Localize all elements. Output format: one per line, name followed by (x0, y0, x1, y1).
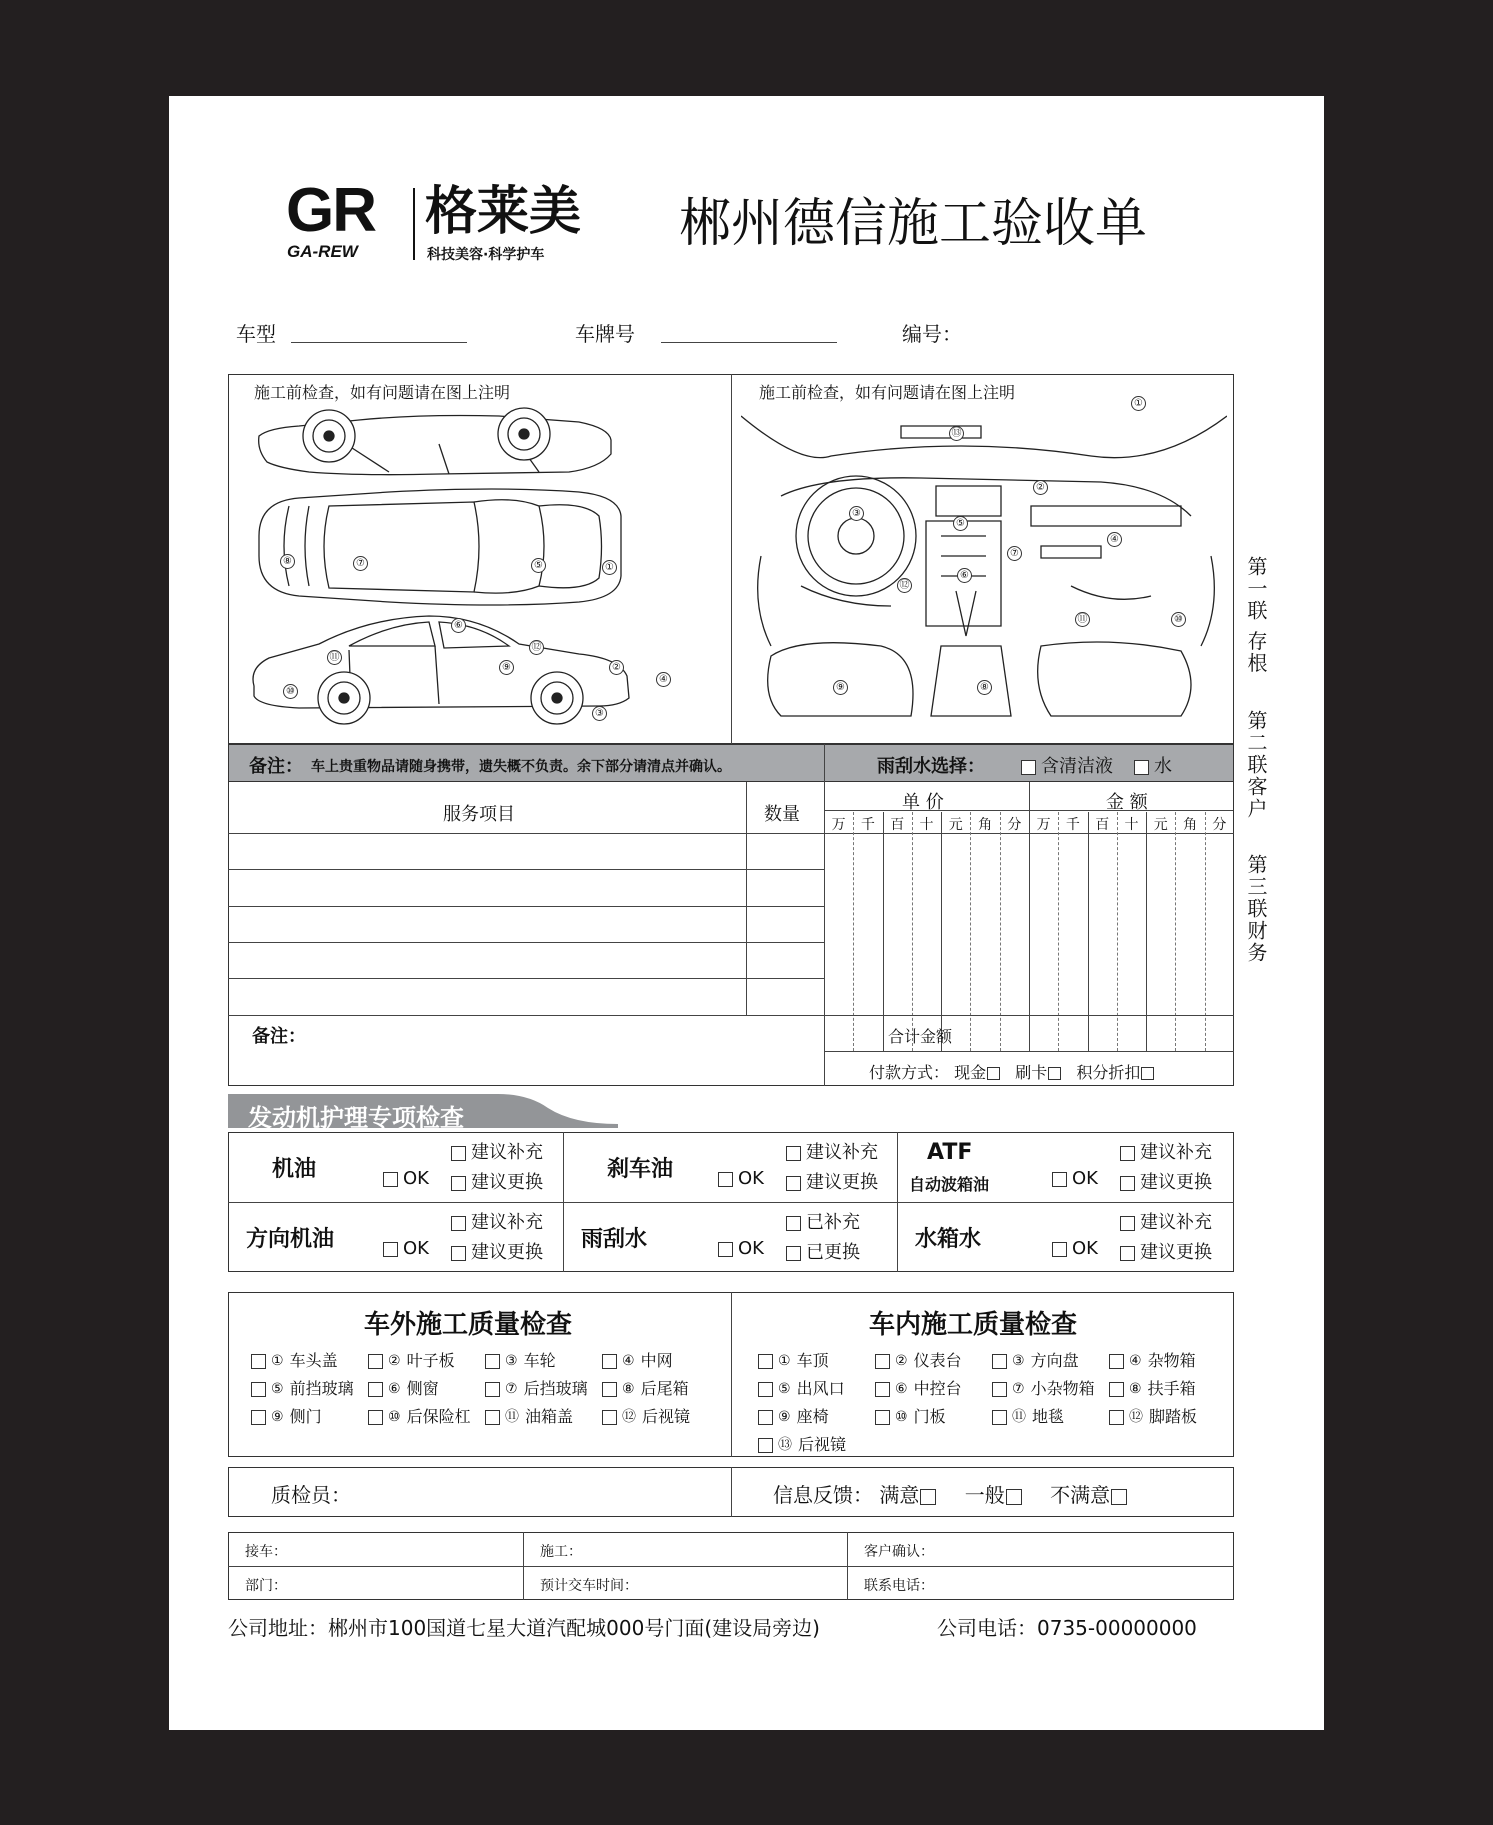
interior-check-label: 出风口 (796, 1379, 845, 1398)
notice-text: 车上贵重物品请随身携带，遗失概不负责。余下部分请清点并确认。 (311, 759, 731, 775)
interior-check-checkbox[interactable] (758, 1410, 773, 1425)
exterior-car-diagram[interactable] (239, 406, 719, 736)
interior-quality-title: 车内施工质量检查 (869, 1310, 1078, 1340)
engine-ok-checkbox[interactable] (383, 1242, 398, 1257)
feedback-normal: 一般 (964, 1483, 1005, 1507)
interior-check-label: 扶手箱 (1147, 1379, 1196, 1398)
ext-marker-3: ③ (592, 706, 607, 721)
item-number: ① (271, 1352, 284, 1369)
notice-label: 备注： (249, 756, 303, 777)
phone-label: 联系电话： (864, 1578, 934, 1594)
ext-marker-8: ⑧ (280, 554, 295, 569)
engine-ok-option[interactable] (1052, 1238, 1098, 1259)
item-number: ⑫ (1129, 1408, 1143, 1425)
engine-suggest-change-checkbox[interactable] (1120, 1176, 1135, 1191)
unit-digit-header: 千 (860, 817, 875, 833)
interior-check-checkbox[interactable] (758, 1382, 773, 1397)
amount-digit-header: 万 (1036, 817, 1051, 833)
unit-price-header: 单 价 (902, 792, 944, 813)
engine-ok-checkbox[interactable] (718, 1242, 733, 1257)
interior-check-checkbox[interactable] (992, 1410, 1007, 1425)
item-number: ⑧ (622, 1380, 635, 1397)
exterior-check-checkbox[interactable] (485, 1354, 500, 1369)
copy-label-1: 第一联 存根 (1244, 556, 1268, 675)
engine-suggest-change-checkbox[interactable] (1120, 1246, 1135, 1261)
engine-item-subname: 自动波箱油 (909, 1175, 990, 1194)
exterior-check-label: 车头盖 (289, 1351, 338, 1370)
wiper-cleaner-checkbox[interactable] (1021, 760, 1036, 775)
feedback-normal-checkbox[interactable] (1006, 1489, 1022, 1505)
interior-check-label: 座椅 (796, 1407, 829, 1426)
interior-check-item[interactable] (875, 1348, 962, 1371)
engine-ok-checkbox[interactable] (718, 1172, 733, 1187)
int-marker-8: ⑧ (977, 680, 992, 695)
logo-mark: GR (286, 176, 375, 245)
feedback-row (773, 1479, 1127, 1508)
interior-check-item[interactable] (992, 1348, 1079, 1371)
total-row-bottom (824, 1051, 1234, 1052)
copy-label-2: 第二联客户 (1244, 710, 1268, 820)
int-marker-11: ⑪ (1075, 612, 1090, 627)
int-marker-12: ⑫ (897, 578, 912, 593)
row-line-2 (228, 906, 824, 907)
engine-suggest-add-label: 建议补充 (806, 1142, 878, 1163)
interior-caption: 施工前检查，如有问题请在图上注明 (759, 383, 1016, 402)
exterior-check-label: 侧窗 (406, 1379, 439, 1398)
exterior-check-item[interactable] (602, 1404, 690, 1427)
engine-suggest-change-label: 建议更换 (1140, 1172, 1212, 1193)
wiper-cleaner-label: 含清洁液 (1041, 756, 1113, 777)
company-address: 公司地址：郴州市100国道七星大道汽配城000号门面(建设局旁边) (228, 1616, 820, 1640)
feedback-label: 信息反馈： (773, 1483, 873, 1507)
payment-cash-checkbox[interactable] (987, 1067, 1000, 1080)
car-model-input[interactable] (291, 342, 467, 343)
unit-digit-header: 十 (919, 817, 934, 833)
payment-label: 付款方式： (869, 1063, 950, 1082)
int-marker-5: ⑤ (953, 516, 968, 531)
interior-check-checkbox[interactable] (875, 1354, 890, 1369)
inspection-divider (731, 374, 732, 744)
item-number: ⑦ (1012, 1380, 1025, 1397)
item-number: ⑥ (895, 1380, 908, 1397)
engine-suggest-change-checkbox[interactable] (451, 1246, 466, 1261)
engine-item-name: 雨刮水 (581, 1227, 648, 1252)
engine-item-name: 机油 (272, 1157, 317, 1182)
payment-card-checkbox[interactable] (1048, 1067, 1061, 1080)
engine-ok-option[interactable] (383, 1238, 429, 1259)
engine-suggest-change-option[interactable] (451, 1238, 543, 1264)
engine-suggest-add-option[interactable] (786, 1208, 860, 1234)
interior-check-checkbox[interactable] (992, 1354, 1007, 1369)
item-number: ⑪ (1012, 1408, 1026, 1425)
engine-ok-option[interactable] (1052, 1168, 1098, 1189)
engine-suggest-add-checkbox[interactable] (451, 1146, 466, 1161)
engine-suggest-change-label: 建议更换 (471, 1172, 543, 1193)
remark-label: 备注： (252, 1026, 306, 1047)
payment-cash: 现金 (954, 1063, 987, 1082)
engine-suggest-add-label: 建议补充 (1140, 1212, 1212, 1233)
footer-table-row (228, 1566, 1234, 1567)
engine-ok-checkbox[interactable] (1052, 1242, 1067, 1257)
feedback-bad: 不满意 (1050, 1483, 1111, 1507)
item-number: ⑩ (388, 1408, 401, 1425)
engine-suggest-change-option[interactable] (1120, 1238, 1212, 1264)
ext-marker-9: ⑨ (499, 660, 514, 675)
engine-suggest-add-label: 建议补充 (1140, 1142, 1212, 1163)
interior-check-label: 中控台 (913, 1379, 962, 1398)
exterior-check-checkbox[interactable] (368, 1382, 383, 1397)
engine-row (228, 1202, 1234, 1203)
ext-marker-7: ⑦ (353, 556, 368, 571)
row-line-4 (228, 978, 824, 979)
row-line-1 (228, 869, 824, 870)
item-number: ⑫ (622, 1408, 636, 1425)
engine-suggest-add-checkbox[interactable] (786, 1216, 801, 1231)
exterior-check-checkbox[interactable] (602, 1382, 617, 1397)
item-number: ⑧ (1129, 1380, 1142, 1397)
exterior-check-checkbox[interactable] (485, 1382, 500, 1397)
wiper-water-label: 水 (1154, 756, 1172, 777)
interior-check-item[interactable] (875, 1404, 946, 1427)
ext-marker-6: ⑥ (451, 618, 466, 633)
engine-suggest-add-option[interactable] (451, 1138, 543, 1164)
int-marker-9: ⑨ (833, 680, 848, 695)
int-marker-13: ⑬ (949, 426, 964, 441)
payment-points: 积分折扣 (1076, 1063, 1141, 1082)
amount-digit-header: 分 (1212, 817, 1227, 833)
exterior-check-label: 前挡玻璃 (289, 1379, 354, 1398)
amount-header: 金 额 (1106, 792, 1148, 813)
exterior-check-item[interactable] (485, 1348, 556, 1371)
exterior-check-item[interactable] (485, 1404, 573, 1427)
wiper-option-cleaner[interactable] (1021, 752, 1113, 778)
engine-suggest-add-checkbox[interactable] (1120, 1146, 1135, 1161)
wiper-label: 雨刮水选择： (877, 756, 985, 777)
inspector-label: 质检员： (271, 1483, 351, 1507)
exterior-check-label: 后保险杠 (406, 1407, 471, 1426)
ext-marker-12: ⑫ (529, 640, 544, 655)
interior-check-item[interactable] (758, 1432, 846, 1455)
row-line-3 (228, 942, 824, 943)
logo-slogan: 科技美容·科学护车 (427, 247, 545, 263)
feedback-good: 满意 (879, 1483, 920, 1507)
item-number: ⑥ (388, 1380, 401, 1397)
engine-suggest-change-option[interactable] (786, 1238, 860, 1264)
logo-brand: 格莱美 (425, 182, 582, 242)
engine-item-name: 方向机油 (246, 1227, 335, 1252)
pickup-label: 接车： (245, 1544, 287, 1560)
engine-suggest-change-checkbox[interactable] (786, 1246, 801, 1261)
engine-suggest-add-checkbox[interactable] (786, 1146, 801, 1161)
engine-suggest-change-checkbox[interactable] (451, 1176, 466, 1191)
exterior-check-item[interactable] (485, 1376, 588, 1399)
engine-suggest-add-checkbox[interactable] (451, 1216, 466, 1231)
payment-card: 刷卡 (1015, 1063, 1048, 1082)
interior-check-checkbox[interactable] (758, 1354, 773, 1369)
item-number: ⑦ (505, 1380, 518, 1397)
exterior-check-item[interactable] (251, 1376, 354, 1399)
item-number: ⑨ (271, 1408, 284, 1425)
exterior-check-checkbox[interactable] (368, 1410, 383, 1425)
engine-suggest-change-option[interactable] (1120, 1168, 1212, 1194)
exterior-check-checkbox[interactable] (368, 1354, 383, 1369)
engine-ok-label: OK (403, 1168, 429, 1189)
exterior-check-item[interactable] (251, 1348, 338, 1371)
interior-check-checkbox[interactable] (992, 1382, 1007, 1397)
engine-suggest-change-option[interactable] (786, 1168, 878, 1194)
payment-points-checkbox[interactable] (1141, 1067, 1154, 1080)
serial-label: 编号： (902, 322, 962, 346)
total-row-top (824, 1015, 1234, 1016)
interior-check-checkbox[interactable] (1109, 1382, 1124, 1397)
engine-ok-checkbox[interactable] (383, 1172, 398, 1187)
interior-check-checkbox[interactable] (875, 1410, 890, 1425)
unit-digit-header: 万 (831, 817, 846, 833)
quality-divider (731, 1292, 732, 1457)
interior-check-checkbox[interactable] (875, 1382, 890, 1397)
row-line-5 (228, 1015, 824, 1016)
engine-suggest-add-option[interactable] (1120, 1138, 1212, 1164)
engine-ok-label: OK (738, 1238, 764, 1259)
item-number: ⑪ (505, 1408, 519, 1425)
unit-price-digits (824, 812, 1029, 832)
amount-digits (1029, 812, 1234, 832)
exterior-check-checkbox[interactable] (251, 1410, 266, 1425)
exterior-check-checkbox[interactable] (485, 1410, 500, 1425)
engine-item-name: ATF (927, 1140, 973, 1165)
exterior-caption: 施工前检查，如有问题请在图上注明 (254, 383, 511, 402)
car-model-label: 车型 (236, 322, 276, 346)
item-number: ② (388, 1352, 401, 1369)
exterior-check-label: 后尾箱 (640, 1379, 689, 1398)
interior-check-label: 地毯 (1032, 1407, 1065, 1426)
interior-check-label: 后视镜 (798, 1435, 847, 1454)
engine-title: 发动机护理专项检查 (248, 1104, 464, 1132)
wiper-water-checkbox[interactable] (1134, 760, 1149, 775)
price-header-split (824, 810, 1233, 811)
exterior-check-label: 叶子板 (406, 1351, 455, 1370)
engine-suggest-add-checkbox[interactable] (1120, 1216, 1135, 1231)
exterior-check-checkbox[interactable] (602, 1410, 617, 1425)
engine-suggest-change-label: 建议更换 (806, 1172, 878, 1193)
exterior-check-label: 油箱盖 (525, 1407, 574, 1426)
exterior-check-checkbox[interactable] (602, 1354, 617, 1369)
interior-check-item[interactable] (1109, 1404, 1197, 1427)
engine-suggest-add-label: 建议补充 (471, 1142, 543, 1163)
service-item-header: 服务项目 (443, 804, 515, 825)
unit-digit-header: 百 (890, 817, 905, 833)
unit-digit-header: 元 (948, 817, 963, 833)
footer-col-1 (523, 1532, 524, 1600)
exterior-check-item[interactable] (602, 1348, 673, 1371)
engine-item-name: 水箱水 (915, 1227, 982, 1252)
eta-label: 预计交车时间： (540, 1578, 638, 1594)
item-number: ⑨ (778, 1408, 791, 1425)
payment-row (869, 1060, 1154, 1083)
interior-check-item[interactable] (758, 1376, 845, 1399)
logo-divider (413, 188, 415, 260)
engine-ok-label: OK (1072, 1238, 1098, 1259)
item-number: ③ (1012, 1352, 1025, 1369)
item-number: ⑤ (271, 1380, 284, 1397)
logo-mark-sub: GA-REW (287, 242, 358, 261)
ext-marker-10: ⑩ (283, 684, 298, 699)
ext-marker-1: ① (602, 560, 617, 575)
engine-ok-option[interactable] (718, 1238, 764, 1259)
int-marker-1: ① (1131, 396, 1146, 411)
exterior-check-label: 车轮 (523, 1351, 556, 1370)
interior-check-checkbox[interactable] (1109, 1354, 1124, 1369)
int-marker-2: ② (1033, 480, 1048, 495)
engine-suggest-change-label: 已更换 (806, 1242, 860, 1263)
item-number: ③ (505, 1352, 518, 1369)
ext-marker-5: ⑤ (531, 558, 546, 573)
engine-suggest-add-option[interactable] (451, 1208, 543, 1234)
engine-ok-label: OK (1072, 1168, 1098, 1189)
amount-digit-header: 百 (1095, 817, 1110, 833)
interior-check-label: 车顶 (796, 1351, 829, 1370)
exterior-check-checkbox[interactable] (251, 1354, 266, 1369)
item-number: ④ (622, 1352, 635, 1369)
exterior-check-label: 侧门 (289, 1407, 322, 1426)
unit-digit-header: 分 (1007, 817, 1022, 833)
col-item-qty-divider (746, 782, 747, 1015)
ext-marker-2: ② (609, 660, 624, 675)
exterior-check-label: 中网 (640, 1351, 673, 1370)
item-number: ⑩ (895, 1408, 908, 1425)
total-label: 合计金额 (888, 1027, 953, 1046)
engine-suggest-add-option[interactable] (786, 1138, 878, 1164)
exterior-check-checkbox[interactable] (251, 1382, 266, 1397)
interior-check-label: 杂物箱 (1147, 1351, 1196, 1370)
engine-ok-label: OK (403, 1238, 429, 1259)
interior-check-item[interactable] (758, 1348, 829, 1371)
work-label: 施工： (540, 1544, 582, 1560)
feedback-good-checkbox[interactable] (920, 1489, 936, 1505)
int-marker-6: ⑥ (957, 568, 972, 583)
notice-divider (824, 744, 825, 782)
int-marker-4: ④ (1107, 532, 1122, 547)
wiper-option-water[interactable] (1134, 752, 1172, 778)
footer-col-2 (847, 1532, 848, 1600)
engine-suggest-change-option[interactable] (451, 1168, 543, 1194)
feedback-bad-checkbox[interactable] (1111, 1489, 1127, 1505)
exterior-check-label: 后挡玻璃 (523, 1379, 588, 1398)
interior-check-checkbox[interactable] (1109, 1410, 1124, 1425)
interior-check-checkbox[interactable] (758, 1438, 773, 1453)
amount-digit-header: 十 (1124, 817, 1139, 833)
interior-check-item[interactable] (758, 1404, 829, 1427)
exterior-check-item[interactable] (368, 1376, 439, 1399)
interior-check-item[interactable] (1109, 1376, 1196, 1399)
form-title: 郴州德信施工验收单 (679, 194, 1148, 254)
form-sheet (169, 96, 1324, 1730)
int-marker-10: ⑩ (1171, 612, 1186, 627)
amount-digit-header: 元 (1153, 817, 1168, 833)
interior-check-item[interactable] (875, 1376, 962, 1399)
interior-check-label: 小杂物箱 (1030, 1379, 1095, 1398)
ext-marker-4: ④ (656, 672, 671, 687)
engine-suggest-add-label: 已补充 (806, 1212, 860, 1233)
engine-suggest-add-label: 建议补充 (471, 1212, 543, 1233)
engine-ok-label: OK (738, 1168, 764, 1189)
interior-check-item[interactable] (1109, 1348, 1196, 1371)
engine-suggest-change-checkbox[interactable] (786, 1176, 801, 1191)
exterior-check-item[interactable] (602, 1376, 689, 1399)
exterior-check-label: 后视镜 (642, 1407, 691, 1426)
interior-check-label: 脚踏板 (1149, 1407, 1198, 1426)
item-number: ② (895, 1352, 908, 1369)
plate-input[interactable] (661, 342, 837, 343)
engine-suggest-change-label: 建议更换 (471, 1242, 543, 1263)
int-marker-7: ⑦ (1007, 546, 1022, 561)
int-marker-3: ③ (849, 506, 864, 521)
interior-check-item[interactable] (992, 1404, 1064, 1427)
qty-header: 数量 (764, 804, 800, 825)
ext-marker-11: ⑪ (327, 650, 342, 665)
copy-label-3: 第三联财务 (1244, 854, 1268, 964)
item-number: ① (778, 1352, 791, 1369)
interior-check-label: 仪表台 (913, 1351, 962, 1370)
dept-label: 部门： (245, 1578, 287, 1594)
unit-digit-header: 角 (978, 817, 993, 833)
exterior-check-item[interactable] (251, 1404, 322, 1427)
plate-label: 车牌号 (575, 322, 635, 346)
engine-ok-option[interactable] (383, 1168, 429, 1189)
engine-suggest-add-option[interactable] (1120, 1208, 1212, 1234)
interior-check-label: 门板 (913, 1407, 946, 1426)
exterior-quality-title: 车外施工质量检查 (364, 1310, 573, 1340)
engine-ok-checkbox[interactable] (1052, 1172, 1067, 1187)
item-number: ④ (1129, 1352, 1142, 1369)
exterior-check-item[interactable] (368, 1404, 471, 1427)
header-bottom (228, 833, 1234, 834)
engine-suggest-change-label: 建议更换 (1140, 1242, 1212, 1263)
interior-check-label: 方向盘 (1030, 1351, 1079, 1370)
confirm-label: 客户确认： (864, 1544, 934, 1560)
amount-digit-header: 千 (1065, 817, 1080, 833)
company-phone: 公司电话：0735-00000000 (937, 1616, 1197, 1640)
inspector-divider (731, 1467, 732, 1517)
exterior-check-item[interactable] (368, 1348, 455, 1371)
engine-ok-option[interactable] (718, 1168, 764, 1189)
item-number: ⑤ (778, 1380, 791, 1397)
item-number: ⑬ (778, 1436, 792, 1453)
amount-digit-header: 角 (1183, 817, 1198, 833)
engine-item-name: 刹车油 (607, 1157, 674, 1182)
interior-check-item[interactable] (992, 1376, 1095, 1399)
